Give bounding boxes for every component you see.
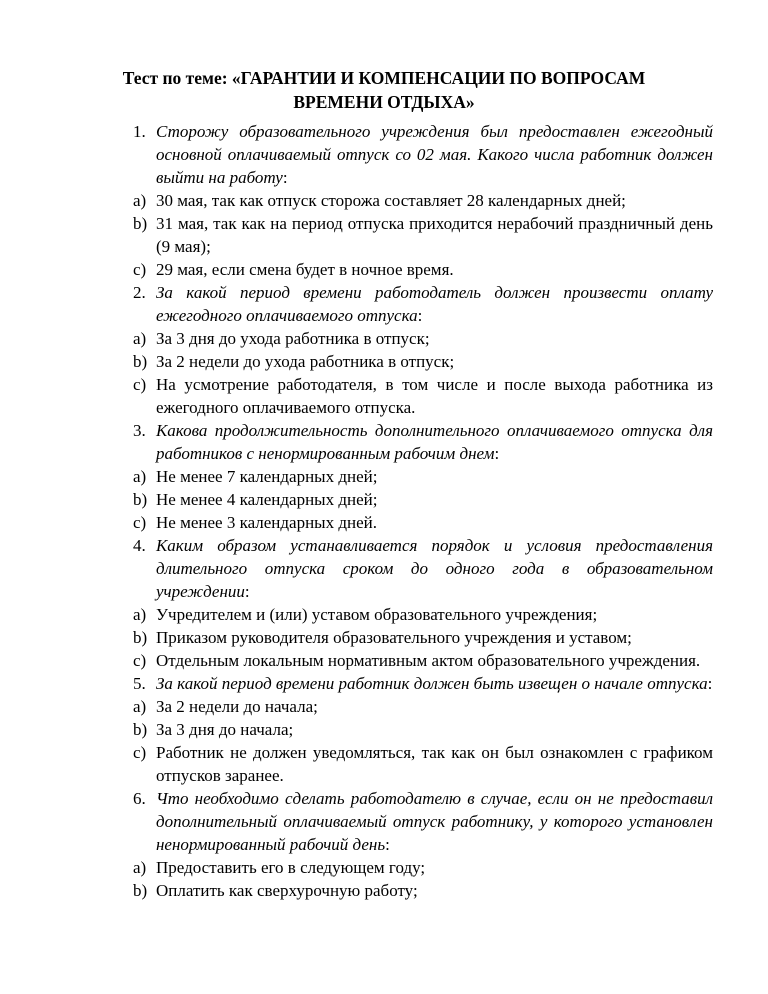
answer-1c: [133, 258, 713, 281]
question-text: Сторожу образовательного учреждения был предоставлен ежегодный основной оплачиваемый отпуск со 02 мая. Какого числа работник должен выйти на работу: [156, 122, 713, 187]
answer-4a: [133, 603, 713, 626]
answer-2c: [133, 373, 713, 419]
answer-marker: b): [133, 352, 148, 371]
question-text: Что необходимо сделать работодателю в случае, если он не предоставил дополнительный оплачиваемый отпуск работнику, у которого установлен ненормированный рабочий день: [156, 789, 713, 854]
answer-marker: a): [133, 467, 147, 486]
answer-text: 30 мая, так как отпуск сторожа составляет 28 календарных дней;: [156, 191, 626, 210]
question-colon: :: [282, 168, 288, 187]
title-line-1: Тест по теме: «ГАРАНТИИ И КОМПЕНСАЦИИ ПО ВОПРОСАМ: [122, 68, 646, 88]
question-number: 2.: [133, 283, 146, 302]
answer-2a: [133, 327, 713, 350]
answer-text: За 2 недели до ухода работника в отпуск;: [156, 352, 455, 371]
answer-text: Оплатить как сверхурочную работу;: [156, 881, 418, 900]
answer-marker: c): [133, 651, 147, 670]
answer-text: Работник не должен уведомляться, так как он был ознакомлен с графиком отпусков заранее.: [156, 743, 713, 785]
question-5: [133, 672, 713, 695]
answer-text: За 3 дня до начала;: [156, 720, 294, 739]
answer-text: Учредителем и (или) уставом образовательного учреждения;: [156, 605, 598, 624]
question-4: [133, 534, 713, 603]
question-colon: :: [244, 582, 250, 601]
answer-marker: b): [133, 214, 148, 233]
answer-marker: a): [133, 605, 147, 624]
answer-marker: b): [133, 881, 148, 900]
answer-marker: a): [133, 858, 147, 877]
question-6: [133, 787, 713, 856]
answer-marker: a): [133, 191, 147, 210]
answer-3a: [133, 465, 713, 488]
answer-marker: b): [133, 720, 148, 739]
answer-text: За 3 дня до ухода работника в отпуск;: [156, 329, 430, 348]
answer-marker: c): [133, 260, 147, 279]
answer-text: Не менее 7 календарных дней;: [156, 467, 378, 486]
answer-marker: a): [133, 329, 147, 348]
answer-4b: [133, 626, 713, 649]
question-colon: :: [494, 444, 500, 463]
answer-marker: b): [133, 490, 148, 509]
answer-text: Не менее 3 календарных дней.: [156, 513, 377, 532]
answer-text: Предоставить его в следующем году;: [156, 858, 426, 877]
answer-marker: b): [133, 628, 148, 647]
answer-text: За 2 недели до начала;: [156, 697, 318, 716]
answer-4c: [133, 649, 713, 672]
answer-3c: [133, 511, 713, 534]
question-number: 3.: [133, 421, 146, 440]
question-text: За какой период времени работодатель должен произвести оплату ежегодного оплачиваемого отпуска: [156, 283, 713, 325]
question-number: 5.: [133, 674, 146, 693]
answer-text: 31 мая, так как на период отпуска приходится нерабочий праздничный день (9 мая);: [156, 214, 713, 256]
question-text: Каким образом устанавливается порядок и условия предоставления длительного отпуска сроком до одного года в образовательном учреждении: [156, 536, 713, 601]
answer-1a: [133, 189, 713, 212]
question-colon: :: [385, 835, 390, 854]
test-title: [120, 66, 648, 114]
question-list: [133, 120, 713, 902]
title-line-2: ВРЕМЕНИ ОТДЫХА»: [293, 92, 475, 112]
question-3: [133, 419, 713, 465]
question-2: [133, 281, 713, 327]
answer-5a: [133, 695, 713, 718]
answer-marker: c): [133, 743, 147, 762]
question-number: 6.: [133, 789, 146, 808]
answer-3b: [133, 488, 713, 511]
question-text: Какова продолжительность дополнительного оплачиваемого отпуска для работников с ненормированным рабочим днем: [156, 421, 713, 463]
answer-5c: [133, 741, 713, 787]
answer-6a: [133, 856, 713, 879]
answer-text: Отдельным локальным нормативным актом образовательного учреждения.: [156, 651, 701, 670]
question-text: За какой период времени работник должен быть извещен о начале отпуска: [156, 674, 708, 693]
answer-6b: [133, 879, 713, 902]
answer-marker: a): [133, 697, 147, 716]
answer-text: Приказом руководителя образовательного учреждения и уставом;: [156, 628, 632, 647]
answer-text: Не менее 4 календарных дней;: [156, 490, 378, 509]
question-1: [133, 120, 713, 189]
answer-text: 29 мая, если смена будет в ночное время.: [156, 260, 454, 279]
answer-2b: [133, 350, 713, 373]
answer-5b: [133, 718, 713, 741]
answer-marker: c): [133, 513, 147, 532]
answer-text: На усмотрение работодателя, в том числе и после выхода работника из ежегодного оплачиваемого отпуска.: [156, 375, 713, 417]
question-number: 4.: [133, 536, 146, 555]
question-colon: :: [707, 674, 713, 693]
answer-1b: [133, 212, 713, 258]
answer-marker: c): [133, 375, 147, 394]
question-number: 1.: [133, 122, 146, 141]
question-colon: :: [417, 306, 423, 325]
